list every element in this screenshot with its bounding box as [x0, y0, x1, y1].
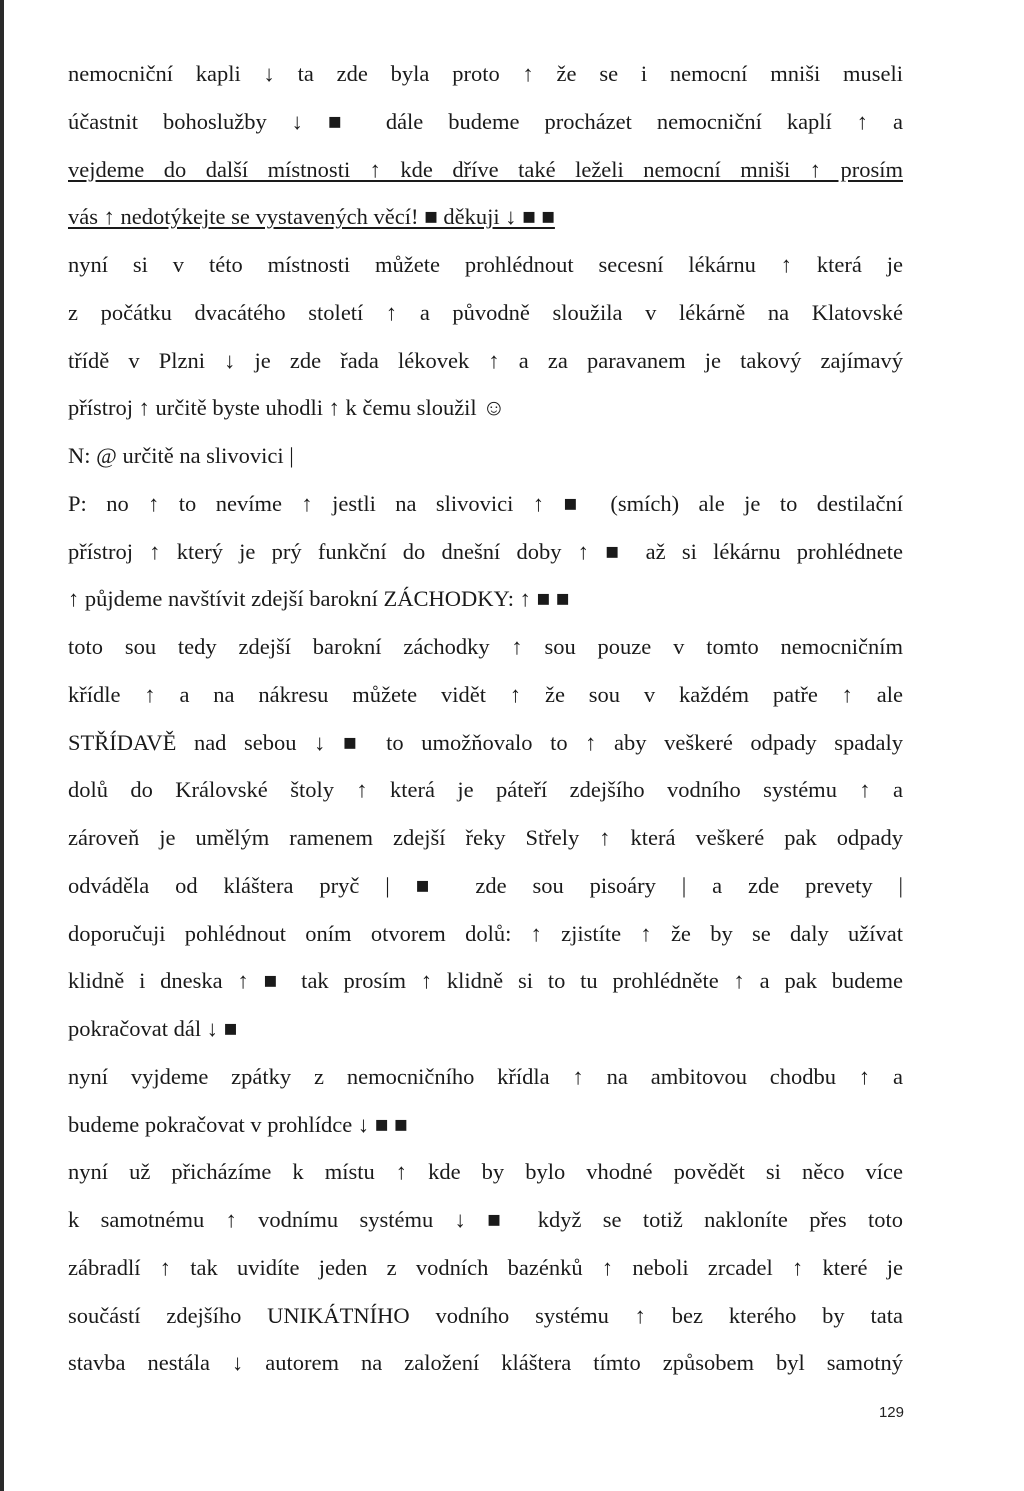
text-line: P: no ↑ to nevíme ↑ jestli na slivovici ↑ ■ (smích) ale je to destilační [68, 490, 903, 516]
text-line: k samotnému ↑ vodnímu systému ↓ ■ když se totiž nakloníte přes toto [68, 1207, 903, 1232]
text-line: zábradlí ↑ tak uvidíte jeden z vodních bazénků ↑ neboli zrcadel ↑ které je [68, 1254, 903, 1280]
text-line: přístroj ↑ určitě byste uhodli ↑ k čemu sloužil ☺ [68, 395, 506, 421]
text-line: pokračovat dál ↓ ■ [68, 1016, 238, 1041]
page-number: 129 [878, 1404, 904, 1421]
text-line: toto sou tedy zdejší barokní záchodky ↑ sou pouze v tomto nemocničním [68, 634, 903, 659]
text-line: třídě v Plzni ↓ je zde řada lékovek ↑ a za paravanem je takový zajímavý [68, 347, 903, 373]
text-line: budeme pokračovat v prohlídce ↓ ■ ■ [68, 1111, 408, 1137]
text-line: nyní už přicházíme k místu ↑ kde by bylo vhodné povědět si něco více [68, 1159, 903, 1185]
text-line: součástí zdejšího UNIKÁTNÍHO vodního systému ↑ bez kterého by tata [68, 1302, 903, 1328]
text-line: stavba nestála ↓ autorem na založení kláštera tímto způsobem byl samotný [68, 1350, 903, 1376]
text-line: přístroj ↑ který je prý funkční do dnešní doby ↑ ■ až si lékárnu prohlédnete [68, 538, 903, 564]
text-line: nyní si v této místnosti můžete prohlédnout secesní lékárnu ↑ která je [68, 252, 903, 277]
text-line: ↑ půjdeme navštívit zdejší barokní ZÁCHODKY: ↑ ■ ■ [68, 586, 570, 612]
text-line: vás ↑ nedotýkejte se vystavených věcí! ■ děkuji ↓ ■ ■ [68, 204, 555, 230]
text-line: odváděla od kláštera pryč | ■ zde sou pisoáry | a zde prevety | [68, 872, 903, 898]
text-line: zároveň je umělým ramenem zdejší řeky Střely ↑ která veškeré pak odpady [68, 825, 903, 850]
text-line: nyní vyjdeme zpátky z nemocničního křídla ↑ na ambitovou chodbu ↑ a [68, 1063, 903, 1089]
page-edge-shadow [0, 0, 4, 1491]
text-line: STŘÍDAVĚ nad sebou ↓ ■ to umožňovalo to ↑ aby veškeré odpady spadaly [68, 729, 903, 755]
transcript-text [68, 50, 903, 1387]
text-line: účastnit bohoslužby ↓ ■ dále budeme procházet nemocniční kaplí ↑ a [68, 108, 903, 134]
text-line: z počátku dvacátého století ↑ a původně sloužila v lékárně na Klatovské [68, 299, 903, 325]
text-line: nemocniční kapli ↓ ta zde byla proto ↑ že se i nemocní mniši museli [68, 61, 903, 86]
text-line: křídle ↑ a na nákresu můžete vidět ↑ že sou v každém patře ↑ ale [68, 681, 903, 707]
text-line: doporučuji pohlédnout oním otvorem dolů: ↑ zjistíte ↑ že by se daly užívat [68, 920, 903, 946]
text-line: N: @ určitě na slivovici | [68, 443, 294, 468]
text-line: vejdeme do další místnosti ↑ kde dříve také leželi nemocní mniši ↑ prosím [68, 156, 903, 182]
text-line: dolů do Královské štoly ↑ která je páteří zdejšího vodního systému ↑ a [68, 777, 903, 803]
text-line: klidně i dneska ↑ ■ tak prosím ↑ klidně si to tu prohlédněte ↑ a pak budeme [68, 968, 903, 994]
